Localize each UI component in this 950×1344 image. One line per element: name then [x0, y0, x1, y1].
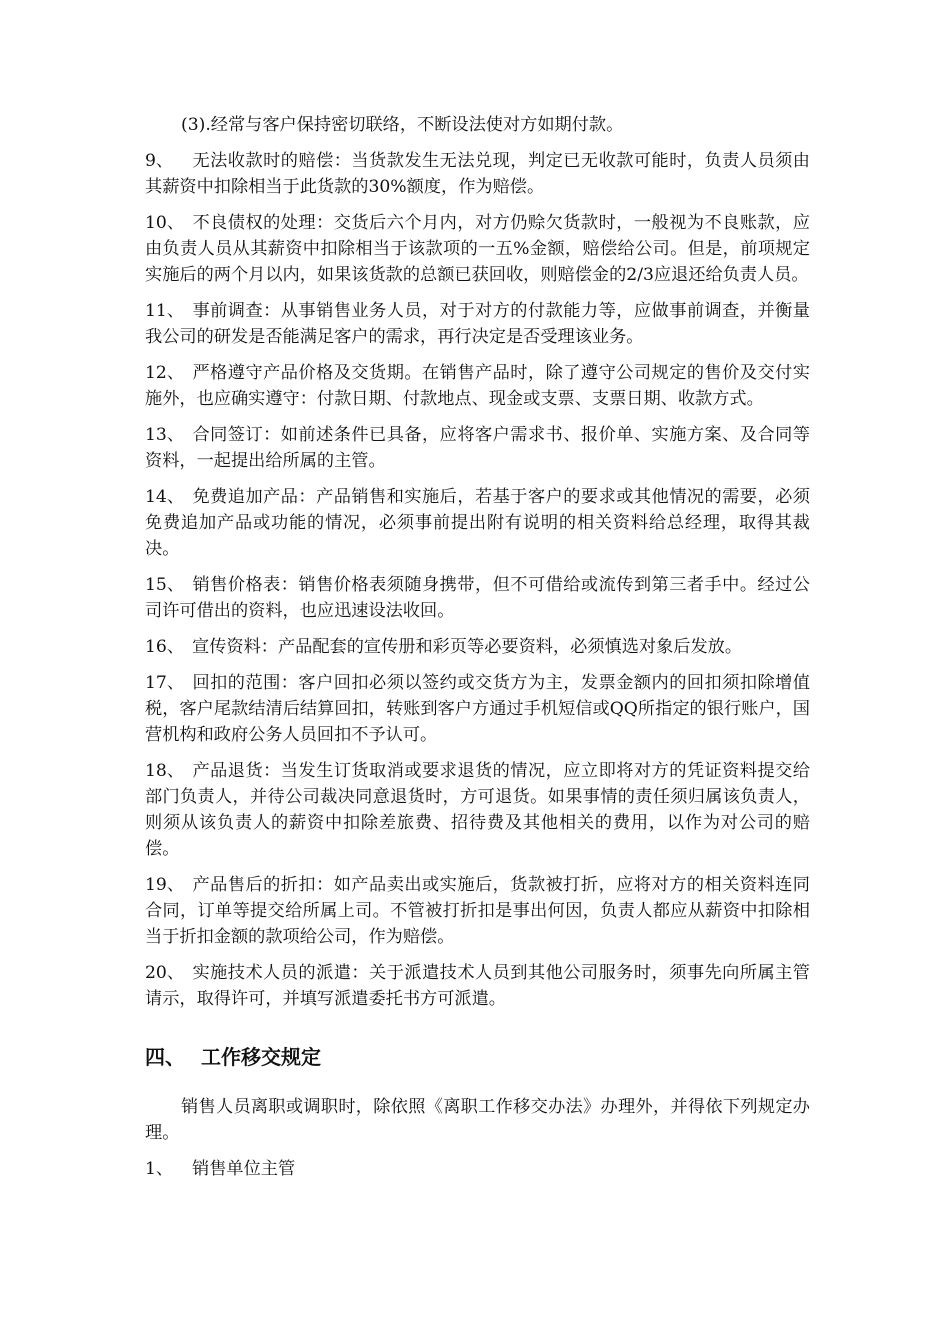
- list-item: [145, 872, 810, 950]
- item-number: 9、: [145, 151, 174, 171]
- item-number: 19、: [145, 875, 185, 895]
- sub-item-number: 1、: [145, 1159, 174, 1179]
- item-text: 严格遵守产品价格及交货期。在销售产品时，除了遵守公司规定的售价及交付实施外，也应确实遵守：付款日期、付款地点、现金或支票、支票日期、收款方式。: [145, 363, 810, 409]
- list-item: [145, 670, 810, 748]
- item-text: 实施技术人员的派遣：关于派遣技术人员到其他公司服务时，须事先向所属主管请示，取得许可，并填写派遣委托书方可派遣。: [145, 963, 810, 1009]
- item-number: 17、: [145, 673, 185, 693]
- section-heading: [145, 1042, 810, 1072]
- item-number: 14、: [145, 487, 185, 507]
- item-text: 销售价格表：销售价格表须随身携带，但不可借给或流传到第三者手中。经过公司许可借出的资料，也应迅速设法收回。: [145, 575, 810, 621]
- section-intro: 销售人员离职或调职时，除依照《离职工作移交办法》办理外，并得依下列规定办理。: [145, 1097, 810, 1143]
- list-item: [145, 210, 810, 288]
- item-number: 20、: [145, 963, 185, 983]
- list-item: [145, 422, 810, 474]
- sub-item: [145, 1156, 810, 1182]
- item-text: 免费追加产品：产品销售和实施后，若基于客户的要求或其他情况的需要，必须免费追加产品或功能的情况，必须事前提出附有说明的相关资料给总经理，取得其裁决。: [145, 487, 810, 559]
- list-item: [145, 298, 810, 350]
- item-text: 回扣的范围：客户回扣必须以签约或交货方为主，发票金额内的回扣须扣除增值税，客户尾款结清后结算回扣，转账到客户方通过手机短信或QQ所指定的银行账户，国营机构和政府公务人员回扣不予认可。: [145, 673, 810, 745]
- item-number: 16、: [145, 637, 185, 657]
- item-text: 宣传资料：产品配套的宣传册和彩页等必要资料，必须慎选对象后发放。: [192, 637, 743, 657]
- section-title: 工作移交规定: [201, 1045, 321, 1069]
- item-text: 不良债权的处理：交货后六个月内，对方仍赊欠货款时，一般视为不良账款，应由负责人员从其薪资中扣除相当于该款项的一五%金额，赔偿给公司。但是，前项规定实施后的两个月以内，如果该货款的总额已获回收，则赔偿金的2/3应退还给负责人员。: [145, 213, 810, 285]
- list-item: [145, 484, 810, 562]
- list-item: [145, 634, 810, 660]
- list-item: [145, 960, 810, 1012]
- item-number: 13、: [145, 425, 185, 445]
- document-page: [145, 112, 810, 1192]
- item-number: 15、: [145, 575, 185, 595]
- list-item: [145, 758, 810, 862]
- item-number: 18、: [145, 761, 185, 781]
- list-item: [145, 148, 810, 200]
- item-text: 无法收款时的赔偿：当货款发生无法兑现，判定已无收款可能时，负责人员须由其薪资中扣除相当于此货款的30%额度，作为赔偿。: [145, 151, 810, 197]
- item-number: 12、: [145, 363, 185, 383]
- item-number: 10、: [145, 213, 185, 233]
- section-number: 四、: [145, 1045, 185, 1069]
- list-item: [145, 360, 810, 412]
- list-item: [145, 572, 810, 624]
- item-text: 产品售后的折扣：如产品卖出或实施后，货款被打折，应将对方的相关资料连同合同，订单等提交给所属上司。不管被打折扣是事出何因，负责人都应从薪资中扣除相当于折扣金额的款项给公司，作为赔偿。: [145, 875, 810, 947]
- rules-list: [145, 148, 810, 1012]
- item-text: 事前调查：从事销售业务人员，对于对方的付款能力等，应做事前调查，并衡量我公司的研发是否能满足客户的需求，再行决定是否受理该业务。: [145, 301, 810, 347]
- intro-item: (3).经常与客户保持密切联络，不断设法使对方如期付款。: [181, 115, 624, 135]
- item-number: 11、: [145, 301, 185, 321]
- item-text: 产品退货：当发生订货取消或要求退货的情况，应立即将对方的凭证资料提交给部门负责人，并待公司裁决同意退货时，方可退货。如果事情的责任须归属该负责人，则须从该负责人的薪资中扣除差旅费、招待费及其他相关的费用，以作为对公司的赔偿。: [145, 761, 810, 859]
- sub-item-text: 销售单位主管: [192, 1159, 296, 1179]
- item-text: 合同签订：如前述条件已具备，应将客户需求书、报价单、实施方案、及合同等资料，一起提出给所属的主管。: [145, 425, 810, 471]
